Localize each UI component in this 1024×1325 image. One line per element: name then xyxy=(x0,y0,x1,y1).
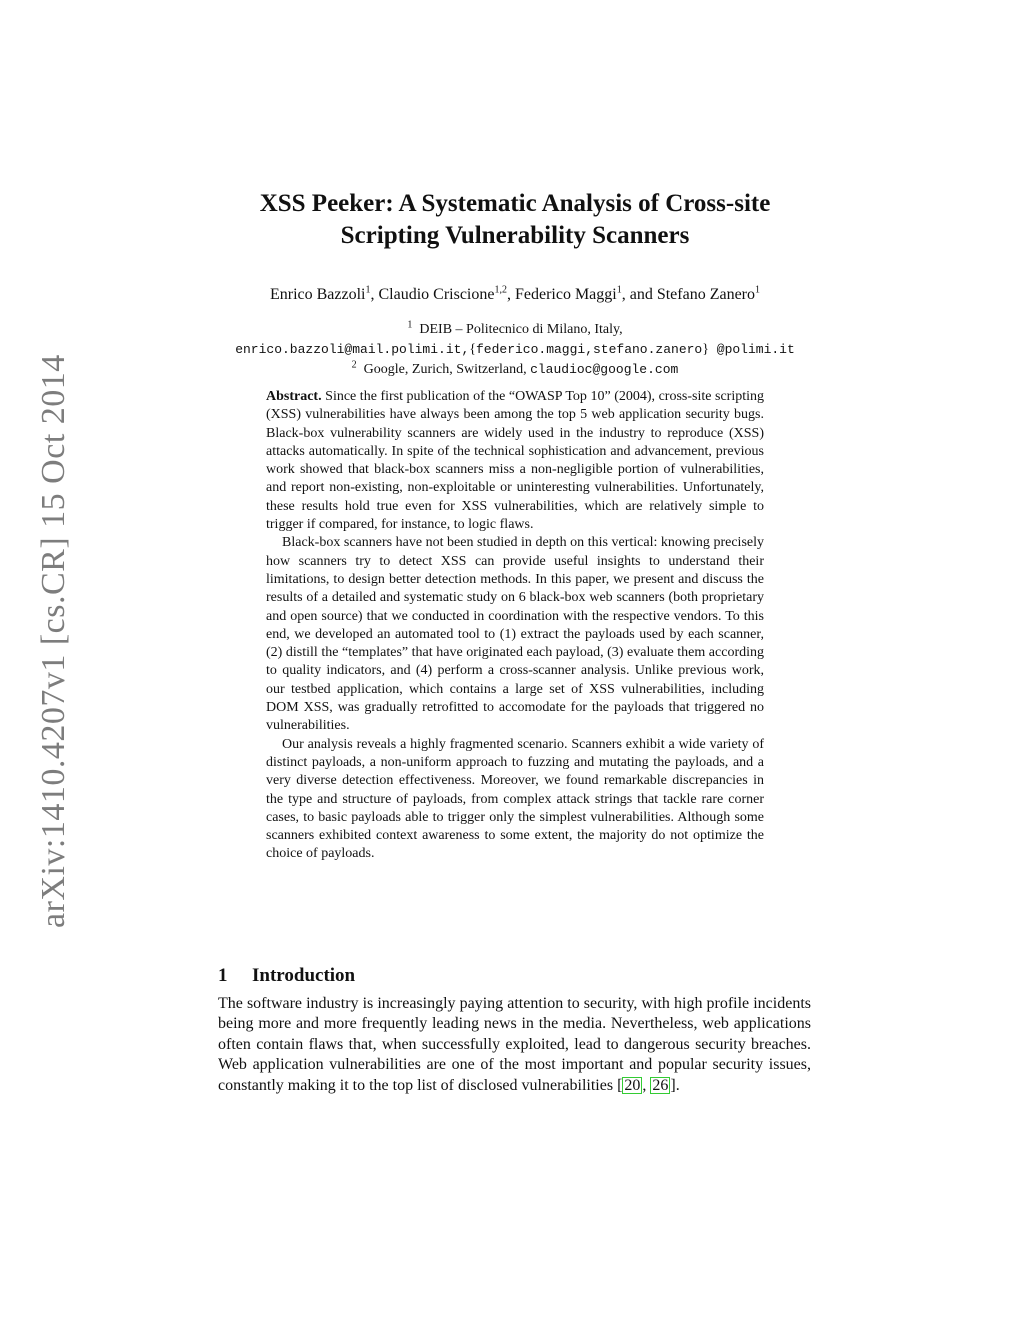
author-name: Enrico Bazzoli xyxy=(269,286,366,303)
brace-close: } xyxy=(702,342,709,357)
affiliations xyxy=(200,320,830,380)
cite-close: ]. xyxy=(670,1076,680,1094)
abstract-paragraph-3: Our analysis reveals a highly fragmented scenario. Scanners exhibit a wide variety of distinct payloads, a non-uniform approach to fuzzing and mutating the payloads, and a very diverse detection effectiveness. Moreover, we found remarkable discrepancies in the type and structure of payloads, from complex attack strings that tackle rare corner cases, to basic payloads able to trigger only the simplest vulnerabilities. Although some scanners exhibited context awareness to some extent, the majority do not optimize the choice of payloads. xyxy=(266,736,764,862)
email-link[interactable]: claudioc@google.com xyxy=(530,362,679,377)
cite-open: [ xyxy=(617,1076,623,1094)
author-name: Federico Maggi xyxy=(514,286,617,303)
author-list xyxy=(200,284,830,306)
author-sup: 1 xyxy=(365,284,371,296)
citation-link[interactable]: 20 xyxy=(624,1076,641,1094)
abstract xyxy=(266,388,764,864)
email-link[interactable]: federico.maggi,stefano.zanero xyxy=(475,342,703,357)
author-sep: , and xyxy=(621,286,657,303)
cite-sep: , xyxy=(642,1076,651,1094)
author-sep: , xyxy=(370,286,379,303)
affiliation-text: DEIB – Politecnico di Milano, Italy, xyxy=(419,322,623,337)
author-name: Stefano Zanero xyxy=(656,286,756,303)
abstract-text: Since the first publication of the “OWASP Top 10” (2004), cross-site scripting (XSS) vulnerabilities have always been among the top 5 web application security bugs. Black-box vulnerability scanners are widely used in the industry to reproduce (XSS) attacks automatically. In spite of the technical sophistication and advancement, previous work showed that black-box scanners miss a non-negligible portion of vulnerabilities, and report non-existing, non-exploitable or uninteresting vulnerabilities. Unfortunately, these results hold true even for XSS vulnerabilities, which are relatively simple to trigger if compared, for instance, to logic flaws. xyxy=(266,389,765,533)
section-title: Introduction xyxy=(252,965,356,986)
affiliation-2 xyxy=(200,360,830,380)
brace-open: { xyxy=(469,342,476,357)
title-line-1: XSS Peeker: A Systematic Analysis of Cross-site xyxy=(259,190,771,217)
section-number: 1 xyxy=(218,965,228,986)
email-line-1 xyxy=(200,340,830,360)
intro-text: The software industry is increasingly paying attention to security, with high profile incidents being more and more frequently leading news in the media. Nevertheless, web applications often contain flaws that, when successfully exploited, lead to dangerous security breaches. Web application vulnerabilities are one of the most important and popular security issues, constantly making it to the top list of disclosed vulnerabilities xyxy=(218,995,811,1094)
author-sup: 1,2 xyxy=(494,284,507,296)
paper-title xyxy=(200,188,830,252)
author-name: Claudio Criscione xyxy=(378,286,495,303)
author-sup: 1 xyxy=(755,284,761,296)
affiliation-text: Google, Zurich, Switzerland, xyxy=(363,362,527,377)
abstract-paragraph-2: Black-box scanners have not been studied in depth on this vertical: knowing precisely how scanners try to detect XSS can provide useful insights to understand their limitations, to design better detection methods. In this paper, we present and discuss the results of a detailed and systematic study on 6 black-box web scanners (both proprietary and open source) that we conducted in coordination with the respective vendors. To this end, we developed an automated tool to (1) extract the payloads used by each scanner, (2) distill the “templates” that have originated each payload, (3) evaluate them according to quality indicators, and (4) perform a cross-scanner analysis. Unlike previous work, our testbed application, which contains a large set of XSS vulnerabilities, including DOM XSS, was gradually retrofitted to accomodate for the payloads that triggered no vulnerabilities. xyxy=(266,535,764,734)
arxiv-stamp: arXiv:1410.4207v1 [cs.CR] 15 Oct 2014 xyxy=(35,354,72,928)
title-line-2: Scripting Vulnerability Scanners xyxy=(340,222,690,249)
intro-paragraph xyxy=(218,994,811,1096)
citation-link[interactable]: 26 xyxy=(652,1076,669,1094)
author-sup: 1 xyxy=(616,284,622,296)
author-sep: , xyxy=(506,286,515,303)
email-link[interactable]: enrico.bazzoli@mail.polimi.it, xyxy=(235,342,470,357)
abstract-paragraph-1 xyxy=(266,388,764,534)
affiliation-sup: 2 xyxy=(351,359,357,371)
section-heading xyxy=(218,964,818,988)
affiliation-1 xyxy=(200,320,830,340)
email-domain: @polimi.it xyxy=(708,342,795,357)
affiliation-sup: 1 xyxy=(407,319,413,331)
abstract-label: Abstract. xyxy=(266,389,322,404)
